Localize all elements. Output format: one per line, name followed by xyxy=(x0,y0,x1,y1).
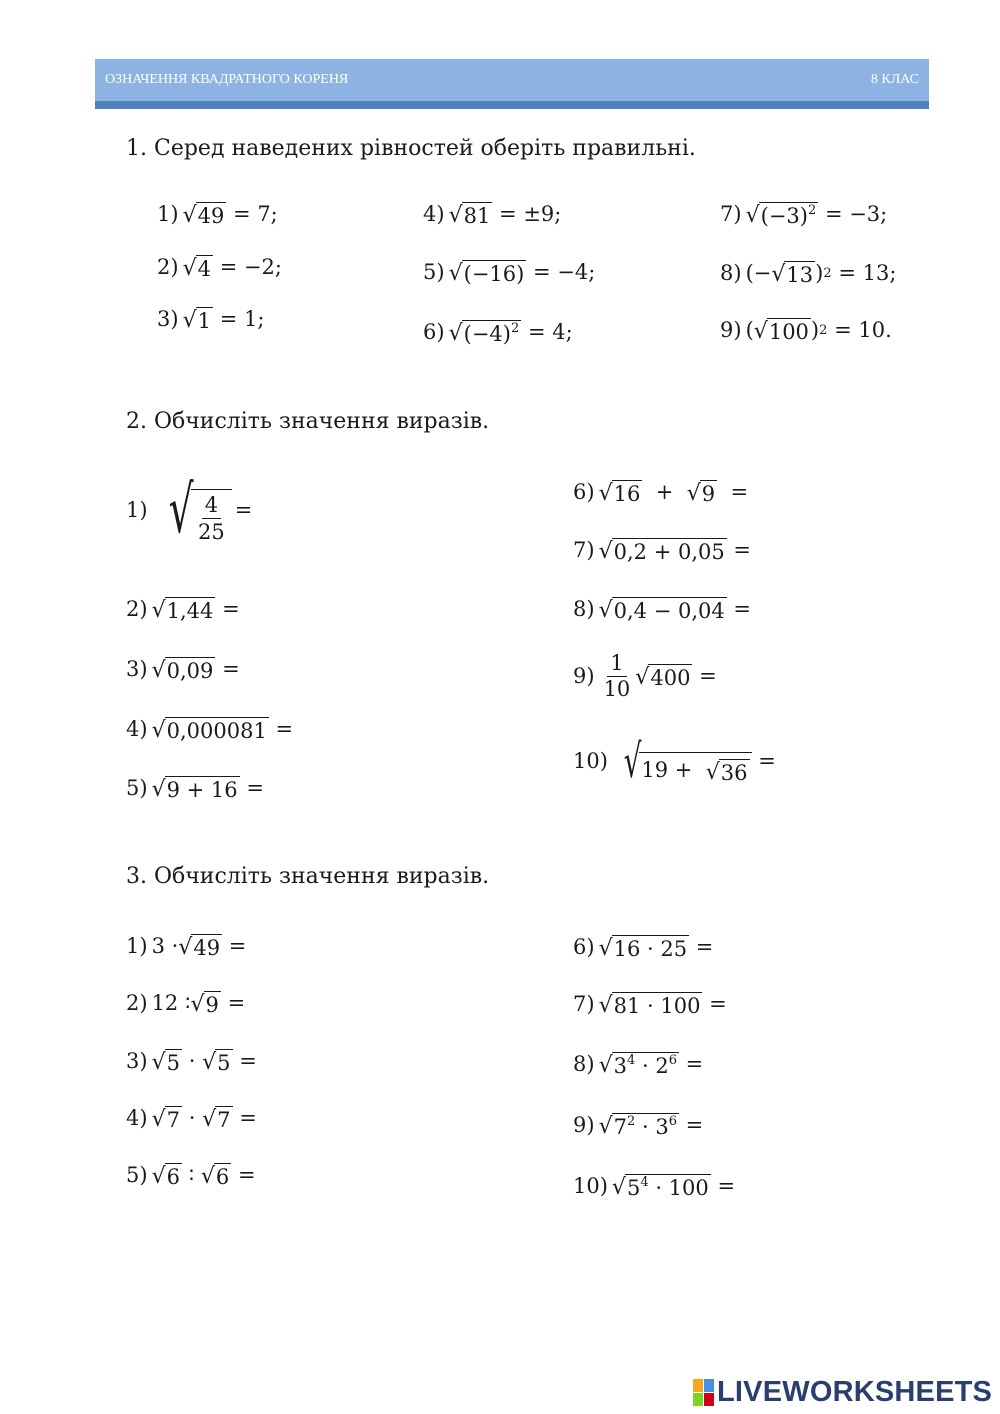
sqrt: √ 16 · 25 xyxy=(598,936,688,961)
task1-item-9: 9) ( √ 100 ) 2 = 10. xyxy=(720,318,892,344)
task3-item-9: 9) √ $7^2 \cdot 3^6$ = xyxy=(573,1113,704,1139)
task3-item-4: 4) √ 7 · √ 7 = xyxy=(126,1106,257,1132)
sqrt: √ 400 xyxy=(635,664,691,690)
task2-item-6: 6) √ 16 + √ 9 = xyxy=(573,480,749,506)
task1-item-5: 5) √ (−16) = −4; xyxy=(423,260,596,286)
header-grade: 8 КЛАС xyxy=(870,72,919,87)
liveworksheets-logo xyxy=(693,1376,992,1409)
task3-item-8: 8) √ $3^4 \cdot 2^6$ = xyxy=(573,1052,704,1078)
sqrt: √ 0,09 xyxy=(151,658,214,683)
sqrt: √ 6 xyxy=(200,1164,230,1189)
sqrt-nested: √ 19 + √ 36 xyxy=(612,738,752,784)
sqrt: √ 1,44 xyxy=(151,598,214,623)
task2-item-9: 9) $\frac{1}{10}$ √ 400 = xyxy=(573,651,717,701)
sqrt: √ 9 xyxy=(686,481,716,506)
task3-item-3: 3) √ 5 · √ 5 = xyxy=(126,1049,257,1075)
task1-item-8: 8) (− √ 13 ) 2 = 13; xyxy=(720,261,897,287)
task3-item-2: 2) 12 ∶ √ 9 = xyxy=(126,991,246,1017)
logo-badge-icon xyxy=(693,1379,714,1406)
sqrt: √ $(-4)^2$ xyxy=(448,320,520,346)
logo-text: LIVEWORKSHEETS xyxy=(717,1376,993,1408)
sqrt: √ 49 xyxy=(178,935,221,960)
task1-item-4: 4) √ 81 = ±9; xyxy=(423,202,562,228)
header-title: ОЗНАЧЕННЯ КВАДРАТНОГО КОРЕНЯ xyxy=(105,72,349,87)
sqrt: √ (−16) xyxy=(448,261,525,286)
task3-item-1: 1) 3 · √ 49 = xyxy=(126,934,247,960)
sqrt: √ 7 xyxy=(202,1107,231,1132)
sqrt: √ $(-3)^2$ xyxy=(745,202,817,228)
task1-item-7: 7) √ $(-3)^2$ = −3; xyxy=(720,202,888,228)
sqrt: √ $5^4 \cdot 100$ xyxy=(611,1174,709,1200)
sqrt: √ 100 xyxy=(753,319,809,344)
task1-title: 1. Серед наведених рівностей оберіть правильні. xyxy=(126,136,696,161)
sqrt: √ 13 xyxy=(771,262,814,287)
sqrt: √ 6 xyxy=(151,1164,180,1189)
header-bar xyxy=(95,59,929,109)
sqrt: √ 4 xyxy=(182,256,211,281)
sqrt: √ 36 xyxy=(705,760,748,786)
sqrt: √ 5 xyxy=(151,1050,180,1075)
task2-item-2: 2) √ 1,44 = xyxy=(126,597,240,623)
task2-item-4: 4) √ 0,000081 = xyxy=(126,717,294,743)
sqrt-fraction: √ $\frac{4}{25}$ xyxy=(152,478,232,543)
sqrt: √ 0,4 − 0,04 xyxy=(598,598,725,623)
sqrt: √ 9 xyxy=(190,992,219,1017)
task2-item-3: 3) √ 0,09 = xyxy=(126,657,240,683)
sqrt: √ 7 xyxy=(151,1107,180,1132)
sqrt: √ 16 xyxy=(598,481,641,506)
task1-item-1: 1) √ 49 = 7; xyxy=(157,202,278,228)
task1-item-6: 6) √ $(-4)^2$ = 4; xyxy=(423,320,573,346)
task2-item-7: 7) √ 0,2 + 0,05 = xyxy=(573,538,752,564)
sqrt: √ 81 · 100 xyxy=(598,993,701,1018)
task2-title: 2. Обчисліть значення виразів. xyxy=(126,409,490,434)
sqrt: √ 49 xyxy=(182,203,225,228)
sqrt: √ 1 xyxy=(182,308,211,333)
task2-item-1: 1) √ $\frac{4}{25}$ = xyxy=(126,473,253,548)
task2-item-5: 5) √ 9 + 16 = xyxy=(126,776,264,802)
sqrt: √ 81 xyxy=(448,203,491,228)
task2-item-10: 10) √ 19 + √ 36 = xyxy=(573,734,776,788)
sqrt: √ 9 + 16 xyxy=(151,777,238,802)
task2-item-8: 8) √ 0,4 − 0,04 = xyxy=(573,597,752,623)
task1-item-3: 3) √ 1 = 1; xyxy=(157,307,265,333)
sqrt: √ $7^2 \cdot 3^6$ xyxy=(598,1113,677,1139)
task3-item-10: 10) √ $5^4 \cdot 100$ = xyxy=(573,1174,736,1200)
task3-title: 3. Обчисліть значення виразів. xyxy=(126,864,490,889)
task3-item-5: 5) √ 6 ∶ √ 6 = xyxy=(126,1163,256,1189)
sqrt: √ 0,000081 xyxy=(151,718,267,743)
task1-item-2: 2) √ 4 = −2; xyxy=(157,255,282,281)
sqrt: √ 5 xyxy=(202,1050,231,1075)
sqrt: √ 0,2 + 0,05 xyxy=(598,539,725,564)
sqrt: √ $3^4 \cdot 2^6$ xyxy=(598,1052,677,1078)
fraction: $\frac{1}{10}$ xyxy=(603,651,631,701)
task3-item-7: 7) √ 81 · 100 = xyxy=(573,992,727,1018)
task3-item-6: 6) √ 16 · 25 = xyxy=(573,935,714,961)
